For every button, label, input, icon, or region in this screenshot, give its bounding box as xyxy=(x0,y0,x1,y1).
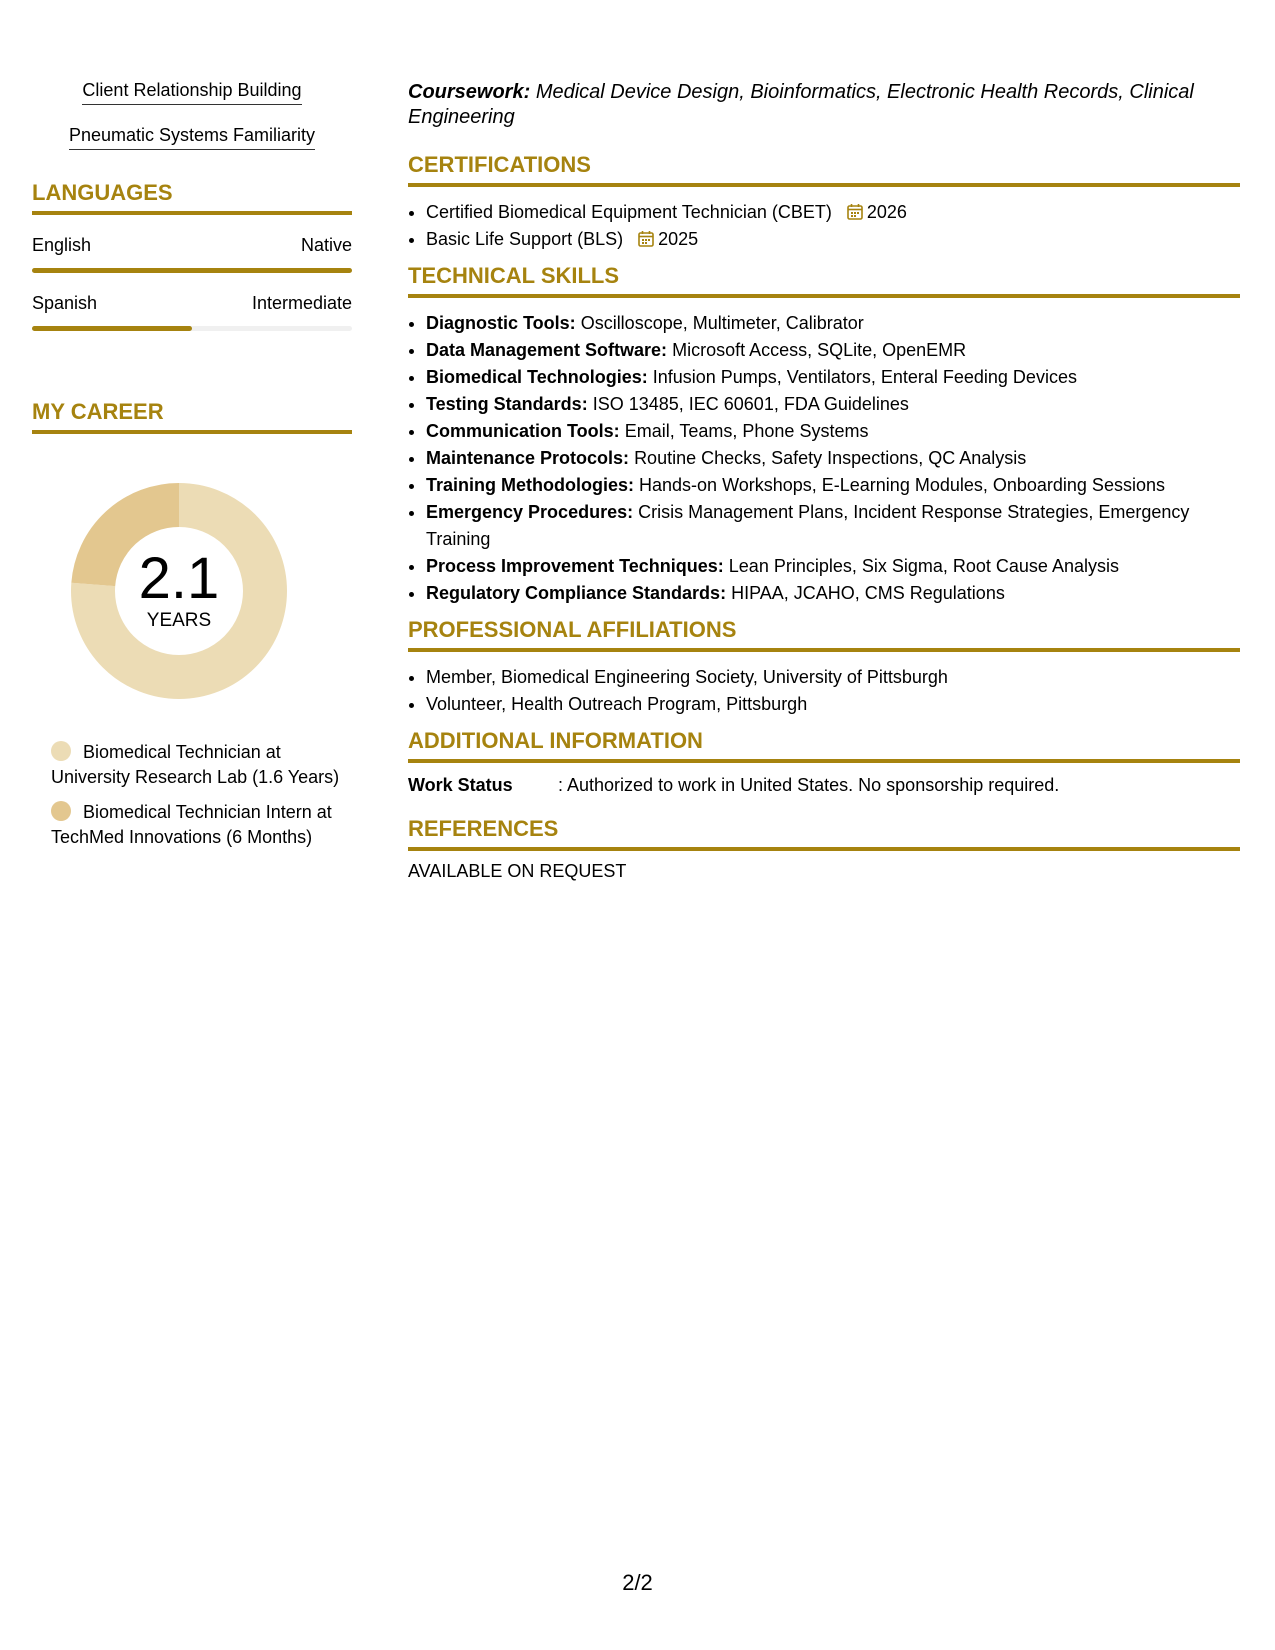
language-bar-fill xyxy=(32,326,192,331)
certifications-list xyxy=(408,199,1240,253)
affiliation-item: • Member, Biomedical Engineering Society, University of Pittsburgh xyxy=(426,664,1240,691)
language-item xyxy=(32,293,352,331)
career-dot-icon xyxy=(51,741,71,761)
career-title: MY CAREER xyxy=(32,399,352,434)
work-status-label: Work Status xyxy=(408,775,513,795)
career-list xyxy=(51,740,352,850)
affiliation-item: • Volunteer, Health Outreach Program, Pittsburgh xyxy=(426,691,1240,718)
career-dot-icon xyxy=(51,801,71,821)
certifications-title: CERTIFICATIONS xyxy=(408,152,1240,187)
certification-item: • Certified Biomedical Equipment Technician (CBET) 2026 xyxy=(426,199,1240,226)
language-item xyxy=(32,235,352,273)
language-bar xyxy=(32,268,352,273)
career-unit: YEARS xyxy=(146,610,212,631)
career-donut xyxy=(64,476,294,706)
skill-item: • Regulatory Compliance Standards: HIPAA, JCAHO, CMS Regulations xyxy=(426,580,1240,607)
skill-item: • Maintenance Protocols: Routine Checks, Safety Inspections, QC Analysis xyxy=(426,445,1240,472)
language-name: English xyxy=(32,235,92,255)
work-status-value: : Authorized to work in United States. No sponsorship required. xyxy=(558,775,1060,795)
affiliations-title: PROFESSIONAL AFFILIATIONS xyxy=(408,617,1240,652)
main-content xyxy=(408,80,1240,882)
language-name: Spanish xyxy=(32,293,98,313)
certification-year: 2025 xyxy=(658,229,699,249)
career-total: 2.1 xyxy=(138,546,220,611)
coursework xyxy=(408,80,1240,130)
skill-item: • Data Management Software: Microsoft Access, SQLite, OpenEMR xyxy=(426,337,1240,364)
page-number: 2/2 xyxy=(622,1570,653,1595)
skill-item: • Testing Standards: ISO 13485, IEC 60601, FDA Guidelines xyxy=(426,391,1240,418)
languages-title: LANGUAGES xyxy=(32,180,352,215)
sidebar xyxy=(32,80,352,860)
coursework-label: Coursework: xyxy=(408,81,531,103)
calendar-icon xyxy=(638,230,654,247)
skill-tag: Client Relationship Building xyxy=(32,80,352,105)
calendar-icon xyxy=(847,203,863,220)
skill-item: • Process Improvement Techniques: Lean Principles, Six Sigma, Root Cause Analysis xyxy=(426,553,1240,580)
work-status-row xyxy=(408,775,1240,796)
skill-item: • Biomedical Technologies: Infusion Pumps, Ventilators, Enteral Feeding Devices xyxy=(426,364,1240,391)
skill-tag: Pneumatic Systems Familiarity xyxy=(32,125,352,150)
references-title: REFERENCES xyxy=(408,816,1240,851)
language-level: Intermediate xyxy=(251,293,352,313)
coursework-text: Medical Device Design, Bioinformatics, Electronic Health Records, Clinical Engineering xyxy=(408,81,1194,128)
language-bar xyxy=(32,326,352,331)
career-item: Biomedical Technician at University Research Lab (1.6 Years) xyxy=(51,742,340,787)
affiliations-list xyxy=(408,664,1240,718)
skill-item: • Training Methodologies: Hands-on Workshops, E-Learning Modules, Onboarding Sessions xyxy=(426,472,1240,499)
references-text: AVAILABLE ON REQUEST xyxy=(408,861,627,881)
career-item: Biomedical Technician Intern at TechMed Innovations (6 Months) xyxy=(51,802,332,847)
language-level: Native xyxy=(300,235,352,255)
technical-skills-list xyxy=(408,310,1240,607)
language-bar-fill xyxy=(32,268,352,273)
additional-info-title: ADDITIONAL INFORMATION xyxy=(408,728,1240,763)
skill-item: • Diagnostic Tools: Oscilloscope, Multimeter, Calibrator xyxy=(426,310,1240,337)
certification-year: 2026 xyxy=(866,202,907,222)
technical-skills-title: TECHNICAL SKILLS xyxy=(408,263,1240,298)
certification-item: • Basic Life Support (BLS) 2025 xyxy=(426,226,1240,253)
skill-item: • Communication Tools: Email, Teams, Phone Systems xyxy=(426,418,1240,445)
skill-item: • Emergency Procedures: Crisis Management Plans, Incident Response Strategies, Emergency Training xyxy=(426,499,1240,553)
